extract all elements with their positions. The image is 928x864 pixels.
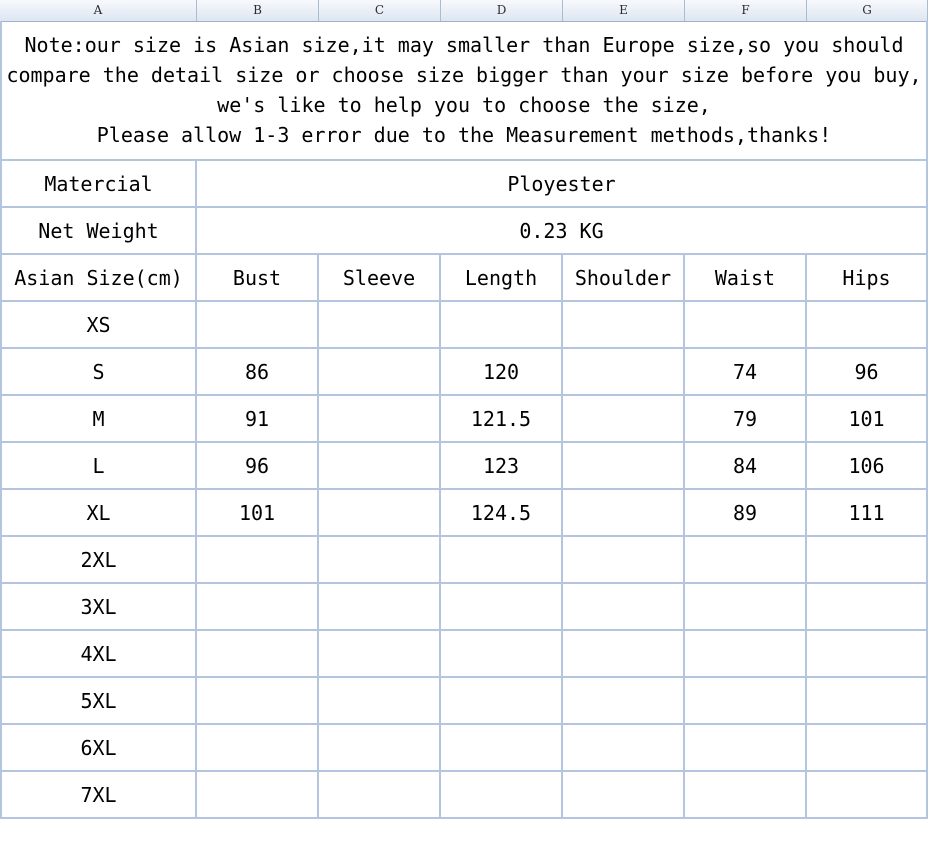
- table-cell[interactable]: 120: [441, 349, 563, 396]
- table-cell[interactable]: [441, 584, 563, 631]
- table-cell[interactable]: 121.5: [441, 396, 563, 443]
- table-cell[interactable]: [807, 631, 928, 678]
- note-line: we's like to help you to choose the size,: [217, 93, 711, 117]
- note-line: Note:our size is Asian size,it may smaller than Europe size,so you should: [24, 33, 904, 57]
- table-cell[interactable]: [563, 772, 685, 819]
- table-cell[interactable]: [319, 537, 441, 584]
- table-cell[interactable]: 5XL: [0, 678, 197, 725]
- table-cell[interactable]: [319, 631, 441, 678]
- table-cell[interactable]: [563, 443, 685, 490]
- table-cell[interactable]: XL: [0, 490, 197, 537]
- table-cell[interactable]: [807, 302, 928, 349]
- material-label-cell[interactable]: Matercial: [0, 161, 197, 208]
- table-cell[interactable]: [685, 772, 807, 819]
- table-cell[interactable]: 4XL: [0, 631, 197, 678]
- table-cell[interactable]: 106: [807, 443, 928, 490]
- table-cell[interactable]: [685, 537, 807, 584]
- table-cell[interactable]: L: [0, 443, 197, 490]
- table-cell[interactable]: 111: [807, 490, 928, 537]
- table-cell[interactable]: 3XL: [0, 584, 197, 631]
- table-cell[interactable]: 101: [197, 490, 319, 537]
- table-cell[interactable]: [441, 725, 563, 772]
- header-cell-length[interactable]: Length: [441, 255, 563, 302]
- table-cell[interactable]: [563, 631, 685, 678]
- header-cell-waist[interactable]: Waist: [685, 255, 807, 302]
- table-cell[interactable]: [197, 584, 319, 631]
- column-header-a[interactable]: A: [0, 0, 197, 21]
- table-cell[interactable]: [441, 678, 563, 725]
- table-cell[interactable]: 123: [441, 443, 563, 490]
- table-cell[interactable]: [197, 631, 319, 678]
- table-cell[interactable]: [319, 678, 441, 725]
- table-cell[interactable]: [685, 584, 807, 631]
- note-line: compare the detail size or choose size bigger than your size before you buy,: [6, 63, 922, 87]
- table-cell[interactable]: [441, 772, 563, 819]
- table-cell[interactable]: 124.5: [441, 490, 563, 537]
- column-header-d[interactable]: D: [441, 0, 563, 21]
- header-cell-size[interactable]: Asian Size(cm): [0, 255, 197, 302]
- weight-value-cell[interactable]: 0.23 KG: [197, 208, 928, 255]
- table-cell[interactable]: [563, 725, 685, 772]
- table-cell[interactable]: [197, 302, 319, 349]
- table-cell[interactable]: [197, 772, 319, 819]
- table-cell[interactable]: [563, 349, 685, 396]
- table-cell[interactable]: 79: [685, 396, 807, 443]
- table-cell[interactable]: [807, 537, 928, 584]
- table-cell[interactable]: [563, 537, 685, 584]
- weight-label-cell[interactable]: Net Weight: [0, 208, 197, 255]
- table-cell[interactable]: 6XL: [0, 725, 197, 772]
- header-cell-shoulder[interactable]: Shoulder: [563, 255, 685, 302]
- table-cell[interactable]: [319, 772, 441, 819]
- table-cell[interactable]: [441, 631, 563, 678]
- column-header-bar: [0, 0, 928, 22]
- table-cell[interactable]: [685, 678, 807, 725]
- table-cell[interactable]: [685, 302, 807, 349]
- table-cell[interactable]: 89: [685, 490, 807, 537]
- table-cell[interactable]: XS: [0, 302, 197, 349]
- table-cell[interactable]: [319, 725, 441, 772]
- header-cell-hips[interactable]: Hips: [807, 255, 928, 302]
- table-cell[interactable]: [319, 584, 441, 631]
- table-cell[interactable]: 86: [197, 349, 319, 396]
- table-cell[interactable]: M: [0, 396, 197, 443]
- table-cell[interactable]: 74: [685, 349, 807, 396]
- table-cell[interactable]: [319, 490, 441, 537]
- table-cell[interactable]: 96: [807, 349, 928, 396]
- table-cell[interactable]: [563, 302, 685, 349]
- table-cell[interactable]: 91: [197, 396, 319, 443]
- table-cell[interactable]: [197, 678, 319, 725]
- table-cell[interactable]: 2XL: [0, 537, 197, 584]
- table-cell[interactable]: [441, 537, 563, 584]
- column-header-b[interactable]: B: [197, 0, 319, 21]
- table-cell[interactable]: 96: [197, 443, 319, 490]
- table-cell[interactable]: 101: [807, 396, 928, 443]
- note-cell[interactable]: [0, 21, 928, 161]
- header-cell-sleeve[interactable]: Sleeve: [319, 255, 441, 302]
- table-cell[interactable]: [319, 396, 441, 443]
- column-header-e[interactable]: E: [563, 0, 685, 21]
- table-cell[interactable]: [319, 443, 441, 490]
- table-cell[interactable]: S: [0, 349, 197, 396]
- table-cell[interactable]: [807, 584, 928, 631]
- table-cell[interactable]: [807, 725, 928, 772]
- table-cell[interactable]: [807, 772, 928, 819]
- table-cell[interactable]: [685, 725, 807, 772]
- table-cell[interactable]: [197, 725, 319, 772]
- column-header-c[interactable]: C: [319, 0, 441, 21]
- size-table: [0, 21, 928, 864]
- table-cell[interactable]: [563, 584, 685, 631]
- table-cell[interactable]: [563, 490, 685, 537]
- column-header-f[interactable]: F: [685, 0, 807, 21]
- table-cell[interactable]: [563, 678, 685, 725]
- table-cell[interactable]: 7XL: [0, 772, 197, 819]
- note-line: Please allow 1-3 error due to the Measurement methods,thanks!: [96, 123, 832, 147]
- header-cell-bust[interactable]: Bust: [197, 255, 319, 302]
- table-cell[interactable]: [197, 537, 319, 584]
- table-cell[interactable]: [563, 396, 685, 443]
- table-cell[interactable]: [685, 631, 807, 678]
- table-cell[interactable]: 84: [685, 443, 807, 490]
- column-header-g[interactable]: G: [807, 0, 928, 21]
- table-cell[interactable]: [319, 302, 441, 349]
- table-cell[interactable]: [319, 349, 441, 396]
- material-value-cell[interactable]: Ployester: [197, 161, 928, 208]
- table-cell[interactable]: [441, 302, 563, 349]
- table-cell[interactable]: [807, 678, 928, 725]
